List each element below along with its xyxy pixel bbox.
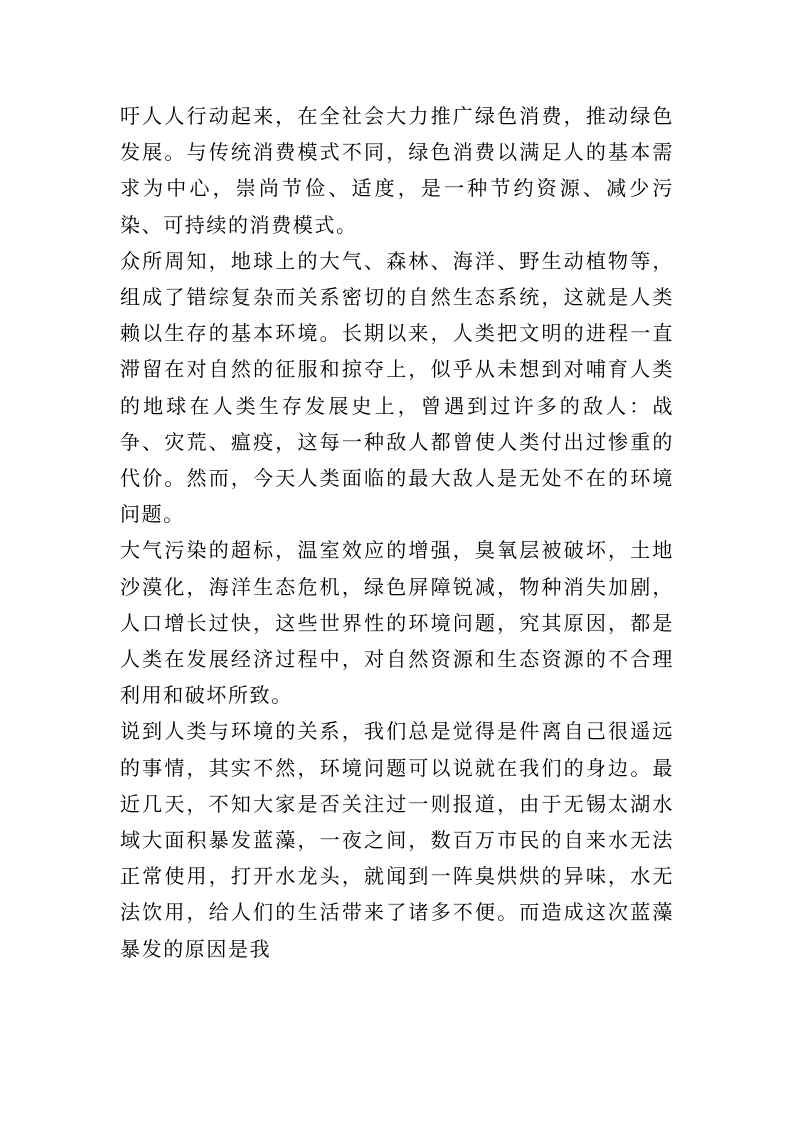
document-page [120,98,674,967]
paragraph-2: 众所周知，地球上的大气、森林、海洋、野生动植物等，组成了错综复杂而关系密切的自然生态系统，这就是人类赖以生存的基本环境。长期以来，人类把文明的进程一直滞留在对自然的征服和掠夺上，似乎从未想到对哺育人类的地球在人类生存发展史上，曾遇到过许多的敌人：战争、灾荒、瘟疫，这每一种敌人都曾使人类付出过惨重的代价。然而，今天人类面临的最大敌人是无处不在的环境问题。 [120,248,674,527]
paragraph-3: 大气污染的超标，温室效应的增强，臭氧层被破坏，土地沙漠化，海洋生态危机，绿色屏障锐减，物种消失加剧，人口增长过快，这些世界性的环境问题，究其原因，都是人类在发展经济过程中，对自然资源和生态资源的不合理利用和破坏所致。 [120,538,674,708]
paragraph-1: 吁人人行动起来，在全社会大力推广绿色消费，推动绿色发展。与传统消费模式不同，绿色消费以满足人的基本需求为中心，崇尚节俭、适度，是一种节约资源、减少污染、可持续的消费模式。 [120,104,674,237]
paragraph-4: 说到人类与环境的关系，我们总是觉得是件离自己很遥远的事情，其实不然，环境问题可以说就在我们的身边。最近几天，不知大家是否关注过一则报道，由于无锡太湖水域大面积暴发蓝藻，一夜之间，数百万市民的自来水无法正常使用，打开水龙头，就闻到一阵臭烘烘的异味，水无法饮用，给人们的生活带来了诸多不便。而造成这次蓝藻暴发的原因是我 [120,719,674,961]
